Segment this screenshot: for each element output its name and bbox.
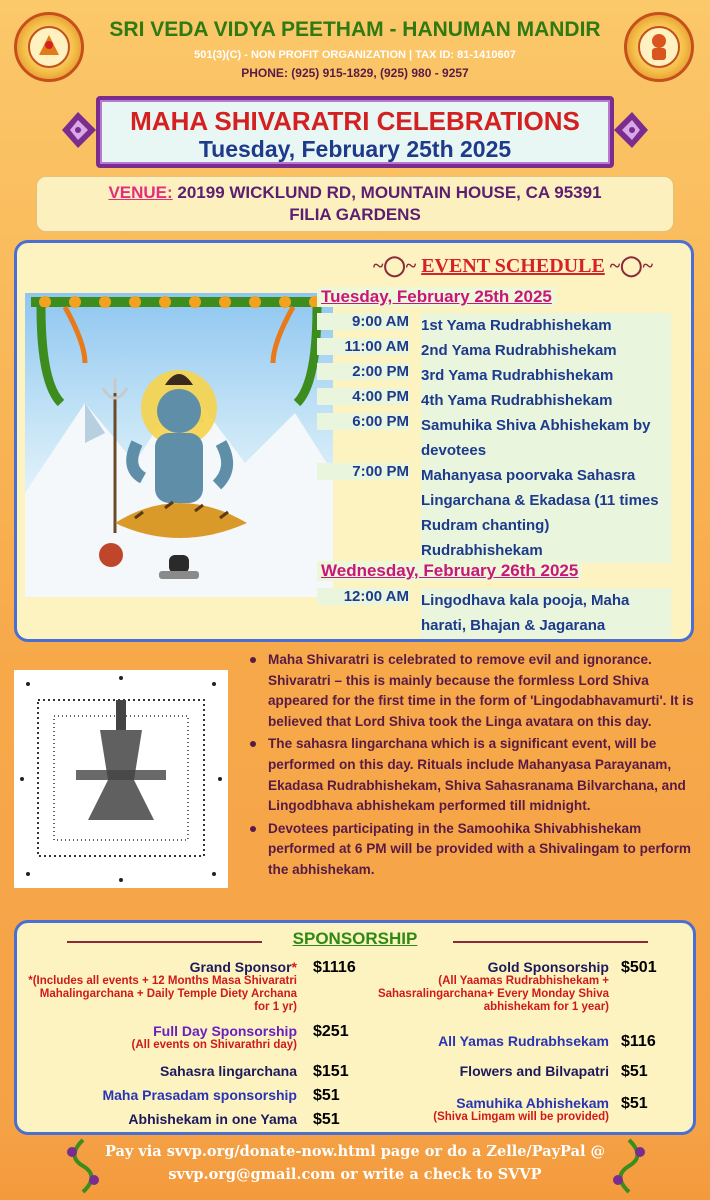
- schedule-row: [317, 313, 689, 338]
- sponsor-amount: $51: [621, 1095, 648, 1112]
- schedule-desc: 4th Yama Rudrabhishekam: [421, 388, 671, 413]
- venue-address: 20199 WICKLUND RD, MOUNTAIN HOUSE, CA 95391: [172, 183, 602, 202]
- schedule-heading: ~◯~ EVENT SCHEDULE ~◯~: [373, 255, 653, 277]
- sponsor-name: Full Day Sponsorship: [153, 1023, 297, 1039]
- lord-shiva-image: [25, 293, 333, 597]
- schedule-time: 11:00 AM: [317, 338, 409, 355]
- ornament-left-icon: [58, 108, 98, 152]
- schedule-desc: Samuhika Shiva Abhishekam by devotees: [421, 413, 671, 463]
- schedule-box: [14, 240, 694, 642]
- venue-label: VENUE:: [108, 183, 173, 202]
- info-bullet: The sahasra lingarchana which is a significant event, will be performed on this day. Rituals include Mahanyasa Parayanam, Ekadasa Rudrabhishekam, Shiva Sahasranama Bilvarchana, and Lingodbhava abhishekam performed till midnight.: [250, 734, 702, 816]
- sponsorship-box: [14, 920, 696, 1135]
- schedule-row: [317, 413, 689, 463]
- sponsor-tier-flowers: [367, 1063, 609, 1079]
- payment-line-2: svvp.org@gmail.com or write a check to SVVP: [168, 1166, 542, 1183]
- payment-text: [100, 1140, 610, 1186]
- schedule-time: 4:00 PM: [317, 388, 409, 405]
- sponsor-name: Gold Sponsorship: [487, 959, 609, 975]
- schedule-desc: Mahanyasa poorvaka Sahasra Lingarchana & Ekadasa (11 times Rudram chanting) Rudrabhishekam: [421, 463, 671, 563]
- event-date: Tuesday, February 25th 2025: [198, 136, 512, 162]
- schedule-row: [317, 463, 689, 563]
- sponsor-note: *(Includes all events + 12 Months Masa Shivaratri Mahalingarchana + Daily Temple Diety Archana for 1 yr): [28, 975, 297, 1013]
- schedule-desc: Lingodhava kala pooja, Maha harati, Bhajan & Jagarana: [421, 588, 671, 638]
- venue-place: FILIA GARDENS: [289, 205, 421, 224]
- sponsor-name: Sahasra lingarchana: [160, 1063, 297, 1079]
- org-tax-info: 501(3)(C) - NON PROFIT ORGANIZATION | TAX ID: 81-1410607: [194, 49, 516, 61]
- sponsor-amount: $251: [313, 1023, 349, 1040]
- footer-ornament-left-icon: [58, 1136, 108, 1196]
- sponsor-name: All Yamas Rudrabhsekam: [438, 1033, 609, 1049]
- schedule-time: 9:00 AM: [317, 313, 409, 330]
- sponsor-name: Samuhika Abhishekam: [456, 1095, 609, 1111]
- info-bullet: Maha Shivaratri is celebrated to remove evil and ignorance. Shivaratri – this is mainly because the formless Lord Shiva appeared for the first time in the form of 'Lingodabhavamurti'. It is believed that Lord Shiva took the Linga avatara on this day.: [250, 650, 702, 732]
- schedule-row: [317, 588, 689, 638]
- sponsor-tier-abhishekam: [27, 1111, 297, 1127]
- header: [0, 0, 710, 92]
- schedule-row: [317, 338, 689, 363]
- schedule-time: 2:00 PM: [317, 363, 409, 380]
- schedule-day-2: Wednesday, February 26th 2025: [317, 561, 582, 581]
- sponsor-tier-all-yamas: [367, 1033, 609, 1049]
- venue-address-line: [37, 183, 673, 203]
- schedule-row: [317, 363, 689, 388]
- sponsorship-title: SPONSORSHIP: [292, 929, 418, 948]
- sponsor-tier-grand: [27, 959, 297, 1014]
- sponsor-note: (All Yaamas Rudrabhishekam + Sahasralingarchana+ Every Monday Shiva abhishekam for 1 year): [377, 975, 609, 1013]
- payment-line-1: Pay via svvp.org/donate-now.html page or do a Zelle/PayPal @: [104, 1143, 606, 1160]
- sponsor-tier-prasadam: [27, 1087, 297, 1103]
- schedule-desc: 1st Yama Rudrabhishekam: [421, 313, 671, 338]
- sponsor-name: Grand Sponsor: [189, 959, 292, 975]
- sponsor-name: Flowers and Bilvapatri: [459, 1063, 609, 1079]
- sponsor-amount: $501: [621, 959, 657, 976]
- schedule-row: [317, 388, 689, 413]
- sponsor-tier-sahasra: [27, 1063, 297, 1079]
- info-bullet: Devotees participating in the Samoohika Shivabhishekam performed at 6 PM will be provided with a Shivalingam to perform the abhishekam.: [250, 819, 702, 881]
- temple-seal-icon: [14, 12, 84, 82]
- schedule-heading-text: EVENT SCHEDULE: [421, 255, 605, 277]
- footer-ornament-right-icon: [604, 1136, 654, 1196]
- venue-box: [36, 176, 674, 232]
- sponsor-tier-full-day: [27, 1023, 297, 1052]
- info-bullets: [250, 650, 702, 883]
- sponsor-note: (All events on Shivarathri day): [131, 1039, 297, 1051]
- sponsor-name: Abhishekam in one Yama: [128, 1111, 297, 1127]
- sponsor-tier-samuhika: [367, 1095, 609, 1124]
- schedule-time: 7:00 PM: [317, 463, 409, 480]
- hanuman-seal-icon: [624, 12, 694, 82]
- lingam-kolam-image: [14, 670, 228, 888]
- event-title: MAHA SHIVARATRI CELEBRATIONS: [130, 106, 580, 136]
- schedule-day-1: Tuesday, February 25th 2025: [317, 287, 556, 307]
- sponsor-star: *: [291, 959, 297, 975]
- sponsor-amount: $51: [313, 1111, 340, 1128]
- schedule-time: 12:00 AM: [317, 588, 409, 605]
- org-phone: PHONE: (925) 915-1829, (925) 980 - 9257: [241, 66, 469, 80]
- schedule-desc: 3rd Yama Rudrabhishekam: [421, 363, 671, 388]
- ornament-right-icon: [612, 108, 652, 152]
- sponsor-amount: $116: [621, 1033, 656, 1050]
- sponsor-amount: $51: [621, 1063, 648, 1080]
- schedule-time: 6:00 PM: [317, 413, 409, 430]
- sponsor-amount: $51: [313, 1087, 340, 1104]
- sponsor-note: (Shiva Limgam will be provided): [433, 1111, 609, 1123]
- sponsor-amount: $1116: [313, 959, 356, 976]
- schedule-desc: 2nd Yama Rudrabhishekam: [421, 338, 671, 363]
- event-title-box: [96, 96, 614, 168]
- sponsor-tier-gold: [367, 959, 609, 1014]
- sponsor-amount: $151: [313, 1063, 349, 1080]
- org-name: SRI VEDA VIDYA PEETHAM - HANUMAN MANDIR: [109, 18, 601, 41]
- sponsor-name: Maha Prasadam sponsorship: [102, 1087, 297, 1103]
